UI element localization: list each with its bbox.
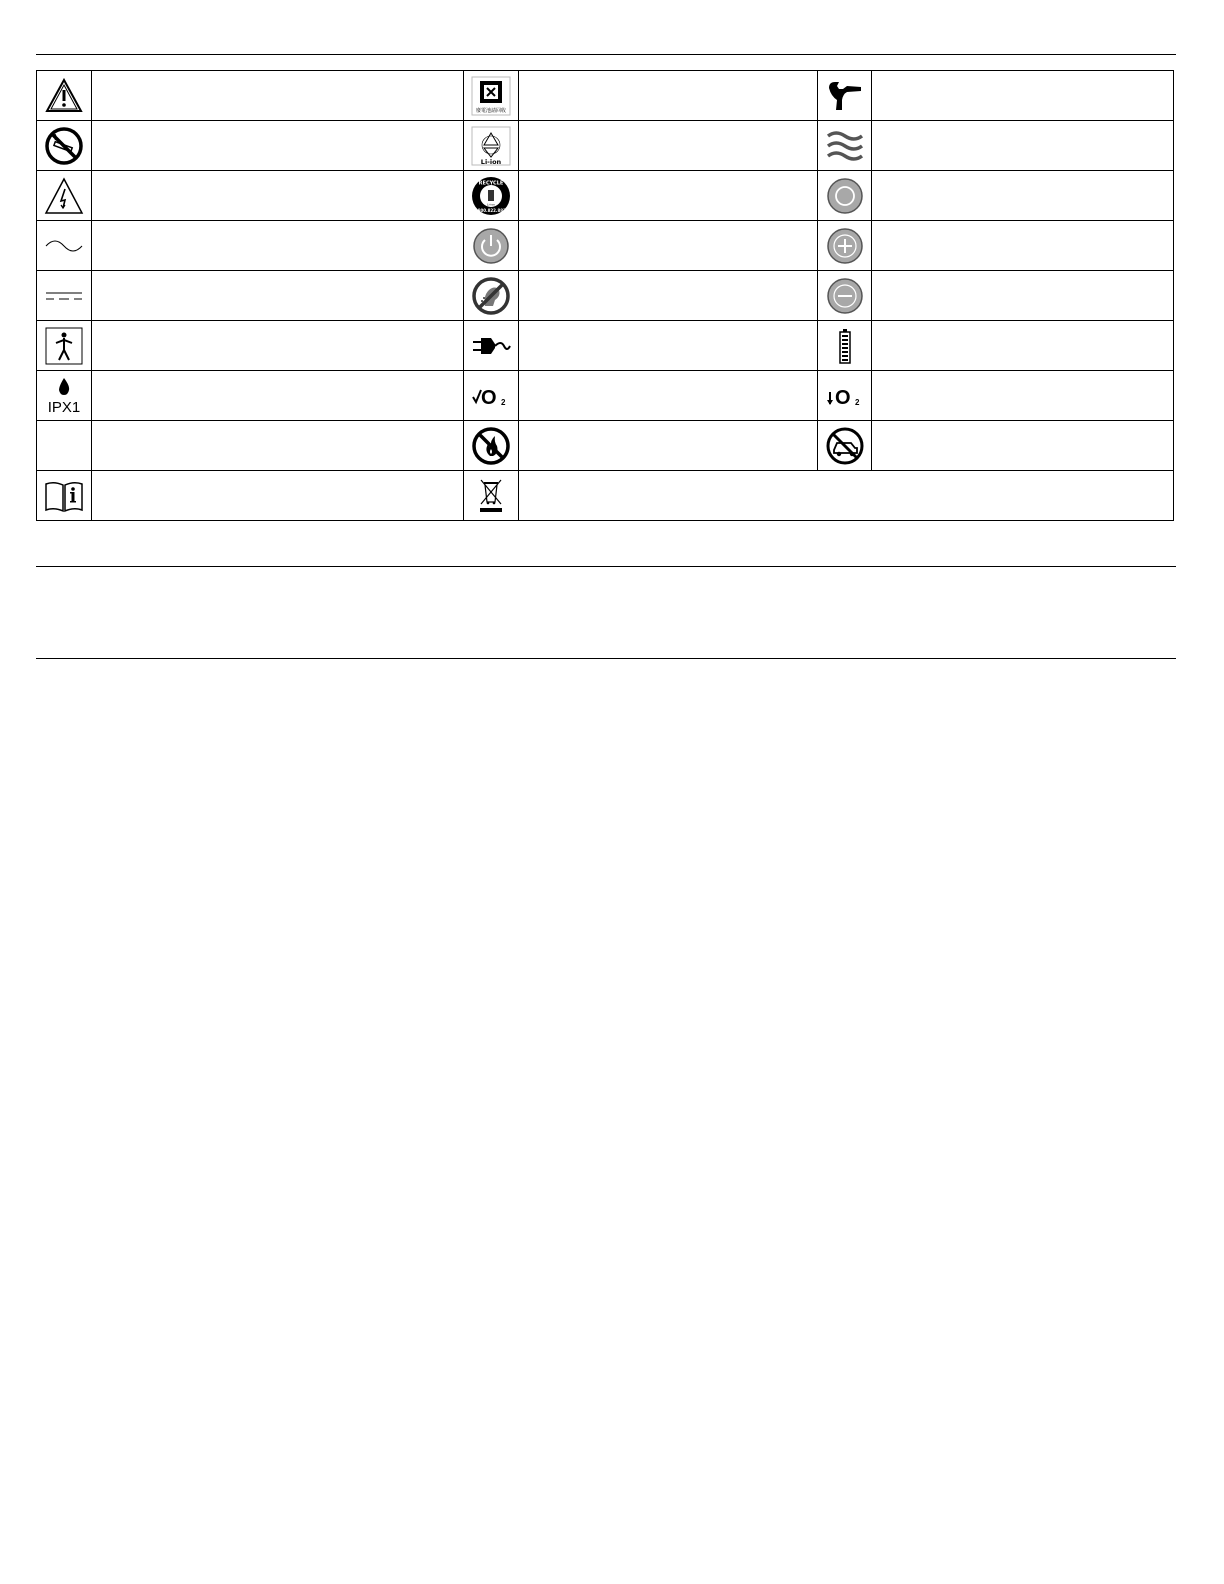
description-cell: [92, 421, 464, 471]
description-cell: [872, 271, 1174, 321]
icon-cell: [818, 171, 872, 221]
icon-cell: [37, 421, 92, 471]
no-smoking-icon: [44, 126, 84, 166]
icon-cell: [37, 171, 92, 221]
description-cell: [92, 321, 464, 371]
rbrc-top-text: RECYCLE: [478, 180, 504, 186]
description-cell: [872, 421, 1174, 471]
top-rule: [36, 54, 1176, 55]
rbrc-bottom-text: 1.800.822.8837: [473, 207, 509, 213]
liion-recycle-icon: [471, 126, 511, 166]
icon-cell: [37, 471, 92, 521]
icon-cell: [37, 371, 92, 421]
power-button-icon: [471, 226, 511, 266]
wrench-service-icon: [825, 76, 865, 116]
icon-cell: [818, 71, 872, 121]
description-cell: [92, 171, 464, 221]
description-cell: [92, 471, 464, 521]
icon-cell: [464, 121, 519, 171]
rohs-icon-caption: 廢電池請回收: [475, 107, 507, 114]
no-open-flames-icon: [471, 426, 511, 466]
o2-text: O: [834, 386, 851, 409]
section-rule: [36, 658, 1176, 659]
normal-o2-icon: [471, 376, 511, 416]
icon-cell: [37, 221, 92, 271]
section-rule: [36, 566, 1176, 567]
icon-cell: [464, 371, 519, 421]
icon-cell: [464, 271, 519, 321]
description-cell: [519, 471, 1174, 521]
icon-cell: [818, 271, 872, 321]
description-cell: [872, 321, 1174, 371]
type-bf-applied-part-icon: [44, 326, 84, 366]
icon-cell: [464, 71, 519, 121]
ac-power-icon: [44, 226, 84, 266]
table-row: [37, 71, 1174, 121]
description-cell: [519, 71, 818, 121]
no-car-use-icon: [825, 426, 865, 466]
icon-cell: [464, 471, 519, 521]
read-manual-icon: [44, 476, 84, 516]
table-row: [37, 371, 1174, 421]
icon-cell: [37, 121, 92, 171]
table-row: [37, 271, 1174, 321]
rbrc-recycle-seal-icon: [471, 176, 511, 216]
icon-cell: [818, 371, 872, 421]
description-cell: [519, 421, 818, 471]
table-row: [37, 421, 1174, 471]
description-cell: [872, 71, 1174, 121]
description-cell: [519, 271, 818, 321]
plus-button-icon: [825, 226, 865, 266]
description-cell: [519, 121, 818, 171]
icon-cell: [37, 71, 92, 121]
ipx-rating-text: IPX1: [47, 398, 81, 416]
no-oil-grease-icon: [471, 276, 511, 316]
description-cell: [92, 121, 464, 171]
humidity-waves-icon: [825, 126, 865, 166]
description-cell: [92, 71, 464, 121]
icon-cell: [818, 221, 872, 271]
icon-cell: [37, 271, 92, 321]
weee-disposal-icon: [471, 476, 511, 516]
description-cell: [519, 321, 818, 371]
table-row: [37, 171, 1174, 221]
minus-button-icon: [825, 276, 865, 316]
icon-cell: [818, 321, 872, 371]
circle-button-icon: [825, 176, 865, 216]
taiwan-battery-recycle-icon: [471, 76, 511, 116]
table-row: [37, 121, 1174, 171]
power-plug-icon: [471, 326, 511, 366]
table-row: [37, 221, 1174, 271]
description-cell: [872, 221, 1174, 271]
description-cell: [92, 221, 464, 271]
battery-level-icon: [825, 326, 865, 366]
icon-cell: [464, 171, 519, 221]
description-cell: [519, 371, 818, 421]
description-cell: [872, 121, 1174, 171]
description-cell: [92, 371, 464, 421]
icon-cell: [37, 321, 92, 371]
electrical-shock-warning-icon: [44, 176, 84, 216]
icon-cell: [464, 421, 519, 471]
table-row: [37, 321, 1174, 371]
rbrc-center-text: Li-ion: [486, 202, 496, 206]
icon-cell: [464, 321, 519, 371]
liion-icon-caption: Li-ion: [480, 157, 502, 166]
description-cell: [519, 171, 818, 221]
description-cell: [872, 171, 1174, 221]
table-row: [37, 471, 1174, 521]
icon-cell: [464, 221, 519, 271]
symbols-table: [36, 70, 1174, 521]
o2-subscript: 2: [501, 397, 506, 407]
icon-cell: [818, 421, 872, 471]
caution-warning-icon: [44, 76, 84, 116]
dc-power-icon: [44, 276, 84, 316]
low-o2-icon: [825, 376, 865, 416]
description-cell: [92, 271, 464, 321]
description-cell: [519, 221, 818, 271]
o2-text: O: [481, 386, 497, 409]
description-cell: [872, 371, 1174, 421]
o2-subscript: 2: [854, 397, 859, 407]
icon-cell: [818, 121, 872, 171]
drip-proof-ipx1-icon: [44, 376, 84, 416]
